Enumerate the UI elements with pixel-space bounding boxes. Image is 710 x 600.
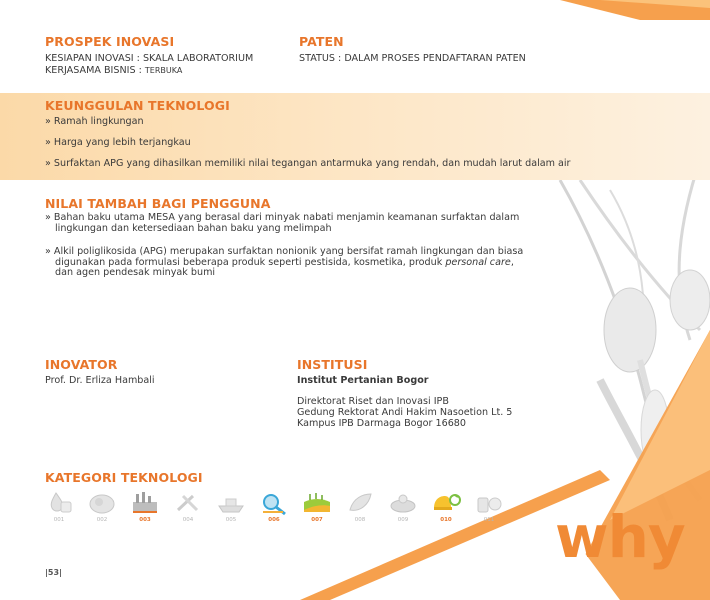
kategori-item [259, 490, 293, 526]
kategori-item [44, 490, 78, 526]
nilai-paragraph-2 [45, 247, 545, 279]
kategori-item [431, 490, 465, 526]
kategori-number: 006 [268, 517, 280, 523]
kategori-number: 010 [440, 517, 452, 523]
kategori-number: 007 [311, 517, 323, 523]
nilai-p2-line3: dan agen pendesak minyak bumi [55, 267, 216, 278]
nilai-title: NILAI TAMBAH BAGI PENGGUNA [45, 196, 271, 211]
institusi-address-1: Direktorat Riset dan Inovasi IPB [297, 396, 449, 407]
shield-icon [87, 490, 117, 516]
kategori-number: 002 [96, 517, 108, 523]
kesiapan-text: KESIAPAN INOVASI : SKALA LABORATORIUM [45, 53, 254, 64]
personal-care-italic: personal care [445, 256, 511, 268]
tools-icon [173, 490, 203, 516]
kategori-number: 011 [483, 517, 495, 523]
institusi-address-3: Kampus IPB Darmaga Bogor 16680 [297, 418, 467, 429]
leaf-icon [345, 490, 375, 516]
inovator-name: Prof. Dr. Erliza Hambali [45, 375, 155, 386]
medicine-icon [474, 490, 504, 516]
kategori-number: 005 [225, 517, 237, 523]
paten-title: PATEN [299, 34, 344, 49]
kategori-number: 008 [354, 517, 366, 523]
nilai-p1-line2: lingkungan dan ketersediaan bahan baku yang melimpah [55, 222, 332, 234]
kategori-item [345, 490, 379, 526]
kategori-item [87, 490, 121, 526]
kategori-icons [44, 490, 514, 526]
kategori-item [216, 490, 250, 526]
paten-status: STATUS : DALAM PROSES PENDAFTARAN PATEN [299, 53, 526, 64]
nilai-p1-line1: » Bahan baku utama MESA yang berasal dari minyak nabati menjamin keamanan surfaktan dalam [45, 212, 520, 223]
kategori-number: 003 [139, 517, 151, 523]
nilai-p2-line2: digunakan pada formulasi beberapa produk seperti pestisida, kosmetika, produk personal care, [55, 256, 514, 268]
nilai-p2-line1: » Alkil poliglikosida (APG) merupakan surfaktan nonionik yang bersifat ramah lingkungan dan biasa [45, 246, 524, 257]
kategori-item [302, 490, 336, 526]
kategori-item [388, 490, 422, 526]
keunggulan-item: » Ramah lingkungan [45, 116, 144, 127]
kategori-number: 001 [53, 517, 65, 523]
institusi-title: INSTITUSI [297, 357, 368, 372]
microscope-icon [259, 490, 289, 516]
institusi-address-2: Gedung Rektorat Andi Hakim Nasoetion Lt. 5 [297, 407, 513, 418]
keunggulan-title: KEUNGGULAN TEKNOLOGI [45, 98, 230, 113]
nilai-paragraph-1 [45, 213, 545, 234]
keunggulan-item: » Surfaktan APG yang dihasilkan memiliki nilai tegangan antarmuka yang rendah, dan mudah larut dalam air [45, 158, 571, 169]
water-drop-icon [44, 490, 74, 516]
prospek-title: PROSPEK INOVASI [45, 34, 175, 49]
kerjasama-text [45, 65, 182, 76]
kerjasama-label: KERJASAMA BISNIS : [45, 65, 145, 76]
page-number: |53| [45, 568, 62, 577]
hands-icon [388, 490, 418, 516]
institusi-name: Institut Pertanian Bogor [297, 375, 429, 386]
kategori-number: 009 [397, 517, 409, 523]
kerjasama-value: TERBUKA [144, 66, 183, 75]
kategori-item [474, 490, 508, 526]
farm-field-icon [302, 490, 332, 516]
inovator-title: INOVATOR [45, 357, 118, 372]
kategori-item [130, 490, 164, 526]
recycle-icon [431, 490, 461, 516]
kategori-title: KATEGORI TEKNOLOGI [45, 470, 203, 485]
boat-icon [216, 490, 246, 516]
factory-icon [130, 490, 160, 516]
why-watermark: why [555, 503, 685, 571]
kategori-item [173, 490, 207, 526]
kategori-number: 004 [182, 517, 194, 523]
keunggulan-item: » Harga yang lebih terjangkau [45, 137, 191, 148]
